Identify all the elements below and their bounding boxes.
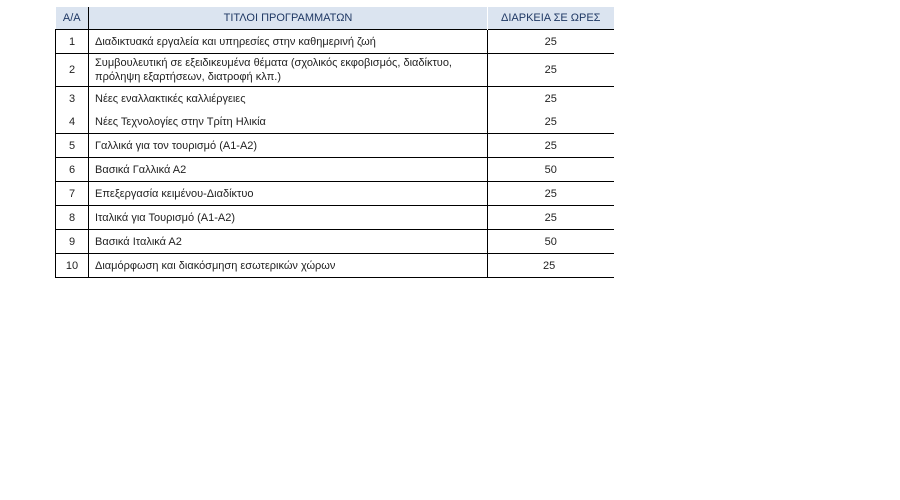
table-row xyxy=(56,254,614,278)
program-title: Γαλλικά για τον τουρισμό (Α1-Α2) xyxy=(89,134,488,158)
program-hours: 25 xyxy=(488,54,614,87)
program-hours: 50 xyxy=(488,158,614,182)
table-row xyxy=(56,206,614,230)
header-hours: ΔΙΑΡΚΕΙΑ ΣΕ ΩΡΕΣ xyxy=(488,7,614,30)
table-row xyxy=(56,182,614,206)
row-number: 6 xyxy=(56,158,89,182)
row-number: 8 xyxy=(56,206,89,230)
row-number: 4 xyxy=(56,110,89,134)
table-row xyxy=(56,158,614,182)
header-row xyxy=(56,7,614,30)
table-header xyxy=(56,7,614,30)
program-hours: 25 xyxy=(488,206,614,230)
program-title: Νέες εναλλακτικές καλλιέργειες xyxy=(89,87,488,111)
row-number: 2 xyxy=(56,54,89,87)
row-number: 3 xyxy=(56,87,89,111)
program-hours: 25 xyxy=(488,30,614,54)
table-row xyxy=(56,87,614,111)
header-aa: Α/Α xyxy=(56,7,89,30)
program-title: Διαμόρφωση και διακόσμηση εσωτερικών χώρων xyxy=(89,254,488,278)
table-row xyxy=(56,230,614,254)
program-title: Ιταλικά για Τουρισμό (Α1-Α2) xyxy=(89,206,488,230)
program-hours: 25 xyxy=(488,87,614,111)
table-body xyxy=(56,30,614,278)
row-number: 1 xyxy=(56,30,89,54)
table-row xyxy=(56,54,614,87)
table-row xyxy=(56,30,614,54)
program-hours: 50 xyxy=(488,230,614,254)
table-row xyxy=(56,134,614,158)
program-hours: 25 xyxy=(488,182,614,206)
program-title: Συμβουλευτική σε εξειδικευμένα θέματα (σχολικός εκφοβισμός, διαδίκτυο, πρόληψη εξαρτήσεων, διατροφή κλπ.) xyxy=(89,54,488,87)
row-number: 9 xyxy=(56,230,89,254)
row-number: 7 xyxy=(56,182,89,206)
program-title: Βασικά Γαλλικά Α2 xyxy=(89,158,488,182)
program-title: Βασικά Ιταλικά Α2 xyxy=(89,230,488,254)
row-number: 5 xyxy=(56,134,89,158)
program-hours: 25 xyxy=(488,254,614,278)
program-hours: 25 xyxy=(488,134,614,158)
row-number: 10 xyxy=(56,254,89,278)
header-title: ΤΙΤΛΟΙ ΠΡΟΓΡΑΜΜΑΤΩΝ xyxy=(89,7,488,30)
table-row xyxy=(56,110,614,134)
programs-table xyxy=(55,7,614,278)
program-hours: 25 xyxy=(488,110,614,134)
program-title: Διαδικτυακά εργαλεία και υπηρεσίες στην καθημερινή ζωή xyxy=(89,30,488,54)
program-title: Επεξεργασία κειμένου-Διαδίκτυο xyxy=(89,182,488,206)
program-title: Νέες Τεχνολογίες στην Τρίτη Ηλικία xyxy=(89,110,488,134)
